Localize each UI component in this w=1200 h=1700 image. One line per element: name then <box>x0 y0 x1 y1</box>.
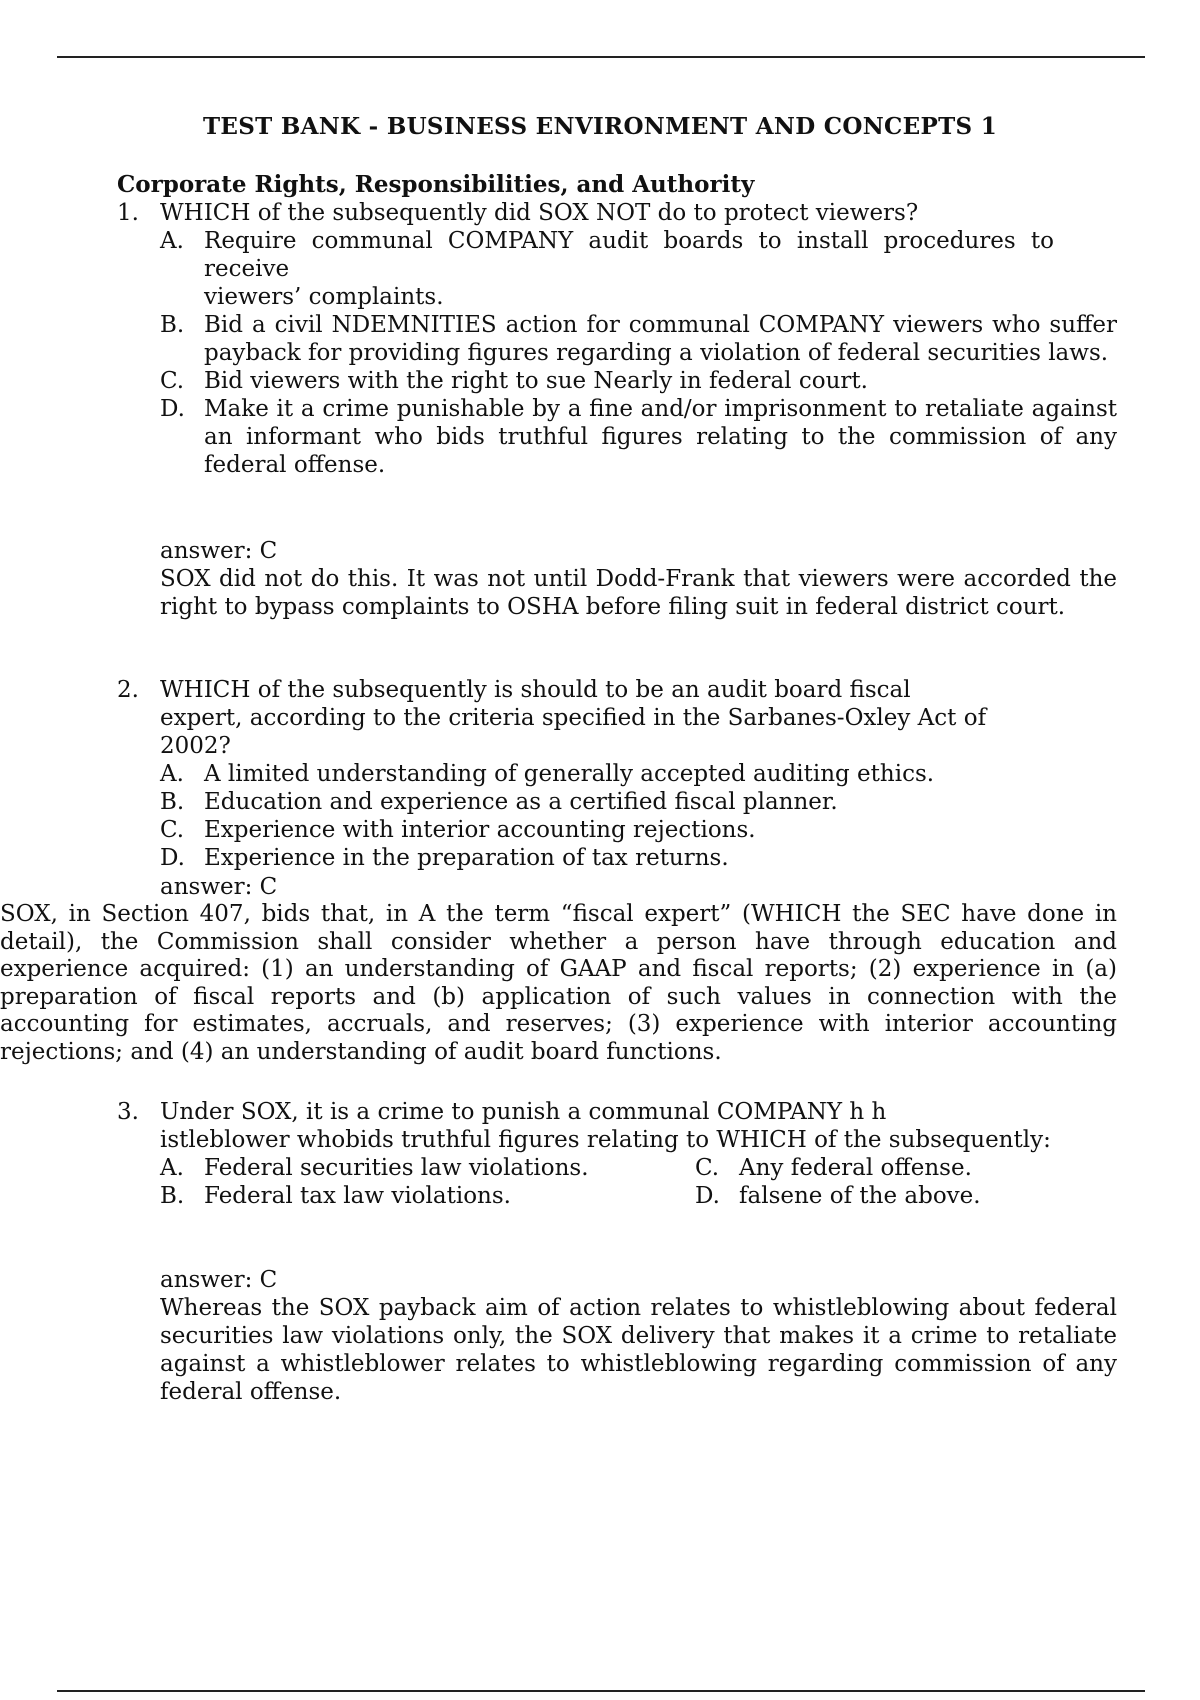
answer-explanation: Whereas the SOX payback aim of action relates to whistleblowing about federal securities law violations only, the SOX delivery that makes it a crime to retaliate against a whistleblower relates to whistleblowing regarding commission of any federal offense. <box>160 1295 1117 1405</box>
question-text: WHICH of the subsequently is should to be an audit board fiscal expert, according to the criteria specified in the Sarbanes-Oxley Act of 2002? <box>160 677 987 759</box>
option-d: D. falsene of the above. <box>695 1182 1117 1210</box>
answer-label: answer: C <box>160 538 278 564</box>
question-3 <box>117 1098 1117 1210</box>
answer-block-1 <box>160 537 1117 621</box>
options-grid <box>160 1154 1117 1210</box>
answer-block-3 <box>160 1266 1117 1406</box>
option-b: B. Federal tax law violations. <box>160 1182 695 1210</box>
bottom-divider <box>57 1690 1145 1692</box>
question-number: 1. <box>117 200 139 226</box>
question-text: WHICH of the subsequently did SOX NOT do to protect viewers? <box>160 200 919 226</box>
option-text: Make it a crime punishable by a fine and/or imprisonment to retaliate against an informant who bids truthful figures relating to the commission of any federal offense. <box>204 396 1117 478</box>
question-number: 3. <box>117 1099 139 1125</box>
top-divider <box>57 56 1145 58</box>
option-a: A. Federal securities law violations. <box>160 1154 695 1182</box>
answer-label: answer: C <box>160 1267 278 1293</box>
option-b: B. Education and experience as a certified fiscal planner. <box>160 788 1117 816</box>
question-1 <box>117 199 1117 479</box>
option-text: Bid a civil NDEMNITIES action for communal COMPANY viewers who suffer payback for providing figures regarding a violation of federal securities laws. <box>204 312 1117 366</box>
option-text: Education and experience as a certified fiscal planner. <box>204 789 838 815</box>
section-heading: Corporate Rights, Responsibilities, and Authority <box>117 171 755 198</box>
option-text: Federal securities law violations. <box>204 1155 589 1181</box>
answer-explanation: SOX did not do this. It was not until Dodd-Frank that viewers were accorded the right to bypass complaints to OSHA before filing suit in federal district court. <box>160 566 1117 620</box>
question-text: Under SOX, it is a crime to punish a communal COMPANY h h <box>160 1099 887 1125</box>
question-2 <box>117 676 1117 872</box>
answer-label-2: answer: C <box>160 874 278 900</box>
option-text: Experience with interior accounting rejections. <box>204 817 756 843</box>
option-text: Experience in the preparation of tax returns. <box>204 845 729 871</box>
option-text: A limited understanding of generally accepted auditing ethics. <box>204 761 935 787</box>
option-d: D. Experience in the preparation of tax returns. <box>160 844 1117 872</box>
option-text-cont: viewers’ complaints. <box>204 284 444 310</box>
option-d: D. Make it a crime punishable by a fine and/or imprisonment to retaliate against an informant who bids truthful figures relating to the commission of any federal offense. <box>160 396 1117 478</box>
option-text: Any federal offense. <box>739 1155 972 1181</box>
option-text: falsene of the above. <box>739 1183 981 1209</box>
option-text: Bid viewers with the right to sue Nearly in federal court. <box>204 368 868 394</box>
option-a: A. A limited understanding of generally accepted auditing ethics. <box>160 760 1117 788</box>
question-number: 2. <box>117 677 139 703</box>
option-c: C. Any federal offense. <box>695 1154 1117 1182</box>
answer-explanation-2: SOX, in Section 407, bids that, in A the term “fiscal expert” (WHICH the SEC have done in detail), the Commission shall consider whether a person have through education and experience acquired: (1) an understanding of GAAP and fiscal reports; (2) experience in (a) preparation of fiscal reports and (b) application of such values in connection with the accounting for estimates, accruals, and reserves; (3) experience with interior accounting rejections; and (4) an understanding of audit board functions. <box>0 901 1117 1065</box>
option-c: C. Bid viewers with the right to sue Nearly in federal court. <box>160 367 1117 395</box>
option-a: A. Require communal COMPANY audit boards to install procedures to receive viewers’ complaints. <box>160 228 1054 310</box>
page-title: TEST BANK - BUSINESS ENVIRONMENT AND CONCEPTS 1 <box>203 113 997 140</box>
question-text-cont: istleblower whobids truthful figures relating to WHICH of the subsequently: <box>160 1127 1051 1153</box>
option-b: B. Bid a civil NDEMNITIES action for communal COMPANY viewers who suffer payback for providing figures regarding a violation of federal securities laws. <box>160 312 1117 366</box>
option-text: Require communal COMPANY audit boards to install procedures to receive <box>204 228 1054 282</box>
option-text: Federal tax law violations. <box>204 1183 511 1209</box>
option-c: C. Experience with interior accounting rejections. <box>160 816 1117 844</box>
